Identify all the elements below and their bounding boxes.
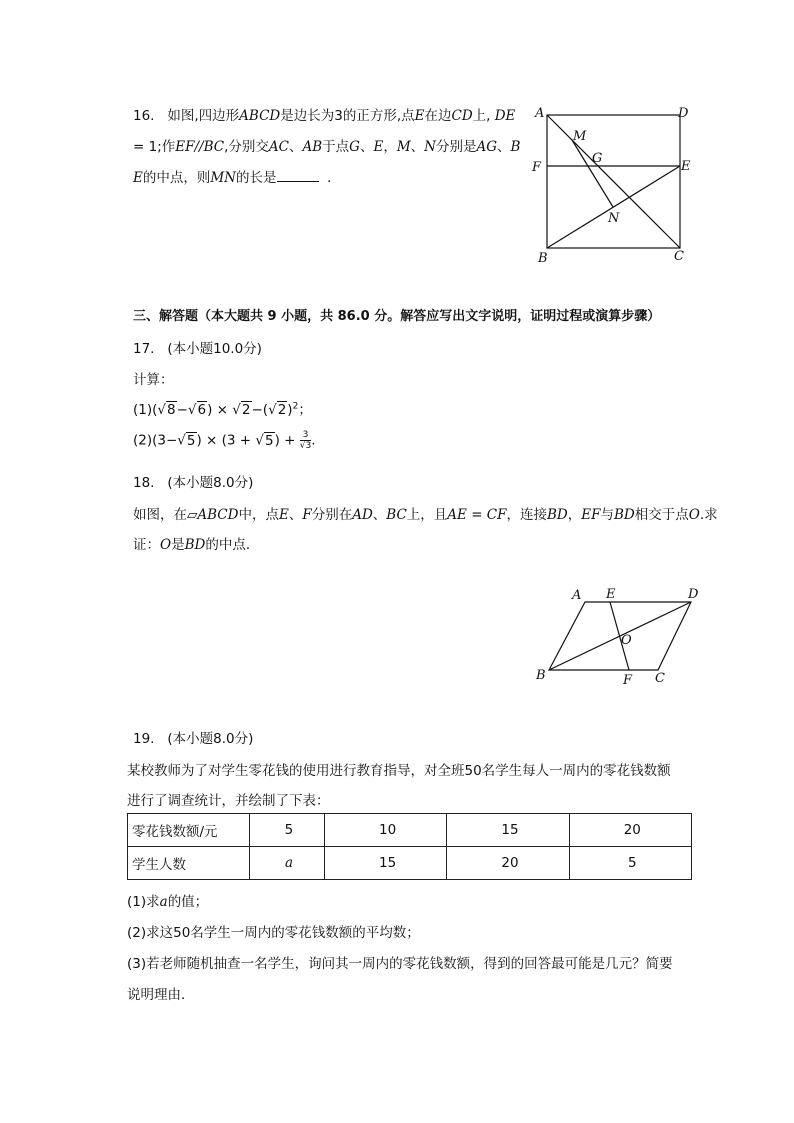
q19-header: 19. (本小题8.0分) <box>133 731 254 747</box>
q18-header: 18. (本小题8.0分) <box>133 475 254 491</box>
label-D: D <box>688 587 699 602</box>
label-B: B <box>536 668 546 683</box>
q18-line-2: 证：O是BD的中点． <box>133 537 260 553</box>
label-D: D <box>678 106 689 121</box>
q19-line-2: 进行了调查统计，并绘制了下表： <box>127 793 330 809</box>
label-B: B <box>538 251 548 266</box>
table-cell: 零花钱数额/元 <box>128 814 250 847</box>
table-cell: 5 <box>250 814 325 847</box>
table-cell: 5 <box>569 847 691 880</box>
label-F: F <box>532 160 542 175</box>
label-G: G <box>592 151 603 166</box>
q19-part-3-line-2: 说明理由． <box>127 987 195 1003</box>
q17-intro: 计算： <box>133 372 174 388</box>
table-cell: 学生人数 <box>128 847 250 880</box>
label-E: E <box>681 159 691 174</box>
q16-line-2: = 1;作EF//BC,分别交AC、AB于点G、E，M、N分别是AG、B <box>133 139 521 155</box>
table-cell: 10 <box>324 814 446 847</box>
table-cell: 20 <box>569 814 691 847</box>
label-C: C <box>655 671 665 686</box>
q16-line-1: 16. 如图,四边形ABCD是边长为3的正方形,点E在边CD上, DE <box>133 108 516 124</box>
q16-square-figure <box>525 100 705 270</box>
label-E: E <box>606 587 616 602</box>
diagonal-ac <box>547 115 680 248</box>
table-cell: 15 <box>447 814 569 847</box>
q16-line-3: E的中点，则MN的长是 ． <box>133 170 341 186</box>
q19-part-3-line-1: (3)若老师随机抽查一名学生，询问其一周内的零花钱数额，得到的回答最可能是几元？简要 <box>127 956 673 972</box>
label-C: C <box>674 249 684 264</box>
q18-line-1: 如图，在▱ABCD中，点E、F分别在AD、BC上，且AE = CF，连接BD，EF与BD相交于点O.求 <box>133 507 718 523</box>
table-cell: 20 <box>447 847 569 880</box>
q17-part-1: $(1)(√8-√6) \times √2-(√2)^2$； <box>133 401 312 418</box>
label-A: A <box>572 588 582 603</box>
fraction: $\frac{3}{√3}$ <box>299 430 312 451</box>
label-N: N <box>608 211 620 226</box>
table-row <box>128 847 692 880</box>
segment-be <box>547 166 680 248</box>
q19-part-2: (2)求这50名学生一周内的零花钱数额的平均数； <box>127 925 420 941</box>
section-title: 三、解答题（本大题共 9 小题，共 86.0 分。解答应写出文字说明，证明过程或演算步骤） <box>133 309 661 324</box>
label-O: O <box>621 633 632 648</box>
label-F: F <box>623 673 633 688</box>
label-M: M <box>573 129 587 144</box>
q19-line-1: 某校教师为了对学生零花钱的使用进行教育指导，对全班50名学生每人一周内的零花钱数额 <box>127 763 671 779</box>
q17-part-2: (2)(3−√5) × (3 + √5) + $\frac{3}{√3}$ . <box>133 430 316 451</box>
table-row <box>128 814 692 847</box>
q19-part-1: (1)求a的值； <box>127 894 209 910</box>
q18-parallelogram-figure <box>525 582 715 692</box>
table-cell: a <box>250 847 325 880</box>
table-cell: 15 <box>324 847 446 880</box>
label-A: A <box>535 106 545 121</box>
answer-blank <box>277 169 319 182</box>
pocket-money-table <box>127 813 692 880</box>
q17-header: 17. (本小题10.0分) <box>133 341 262 357</box>
